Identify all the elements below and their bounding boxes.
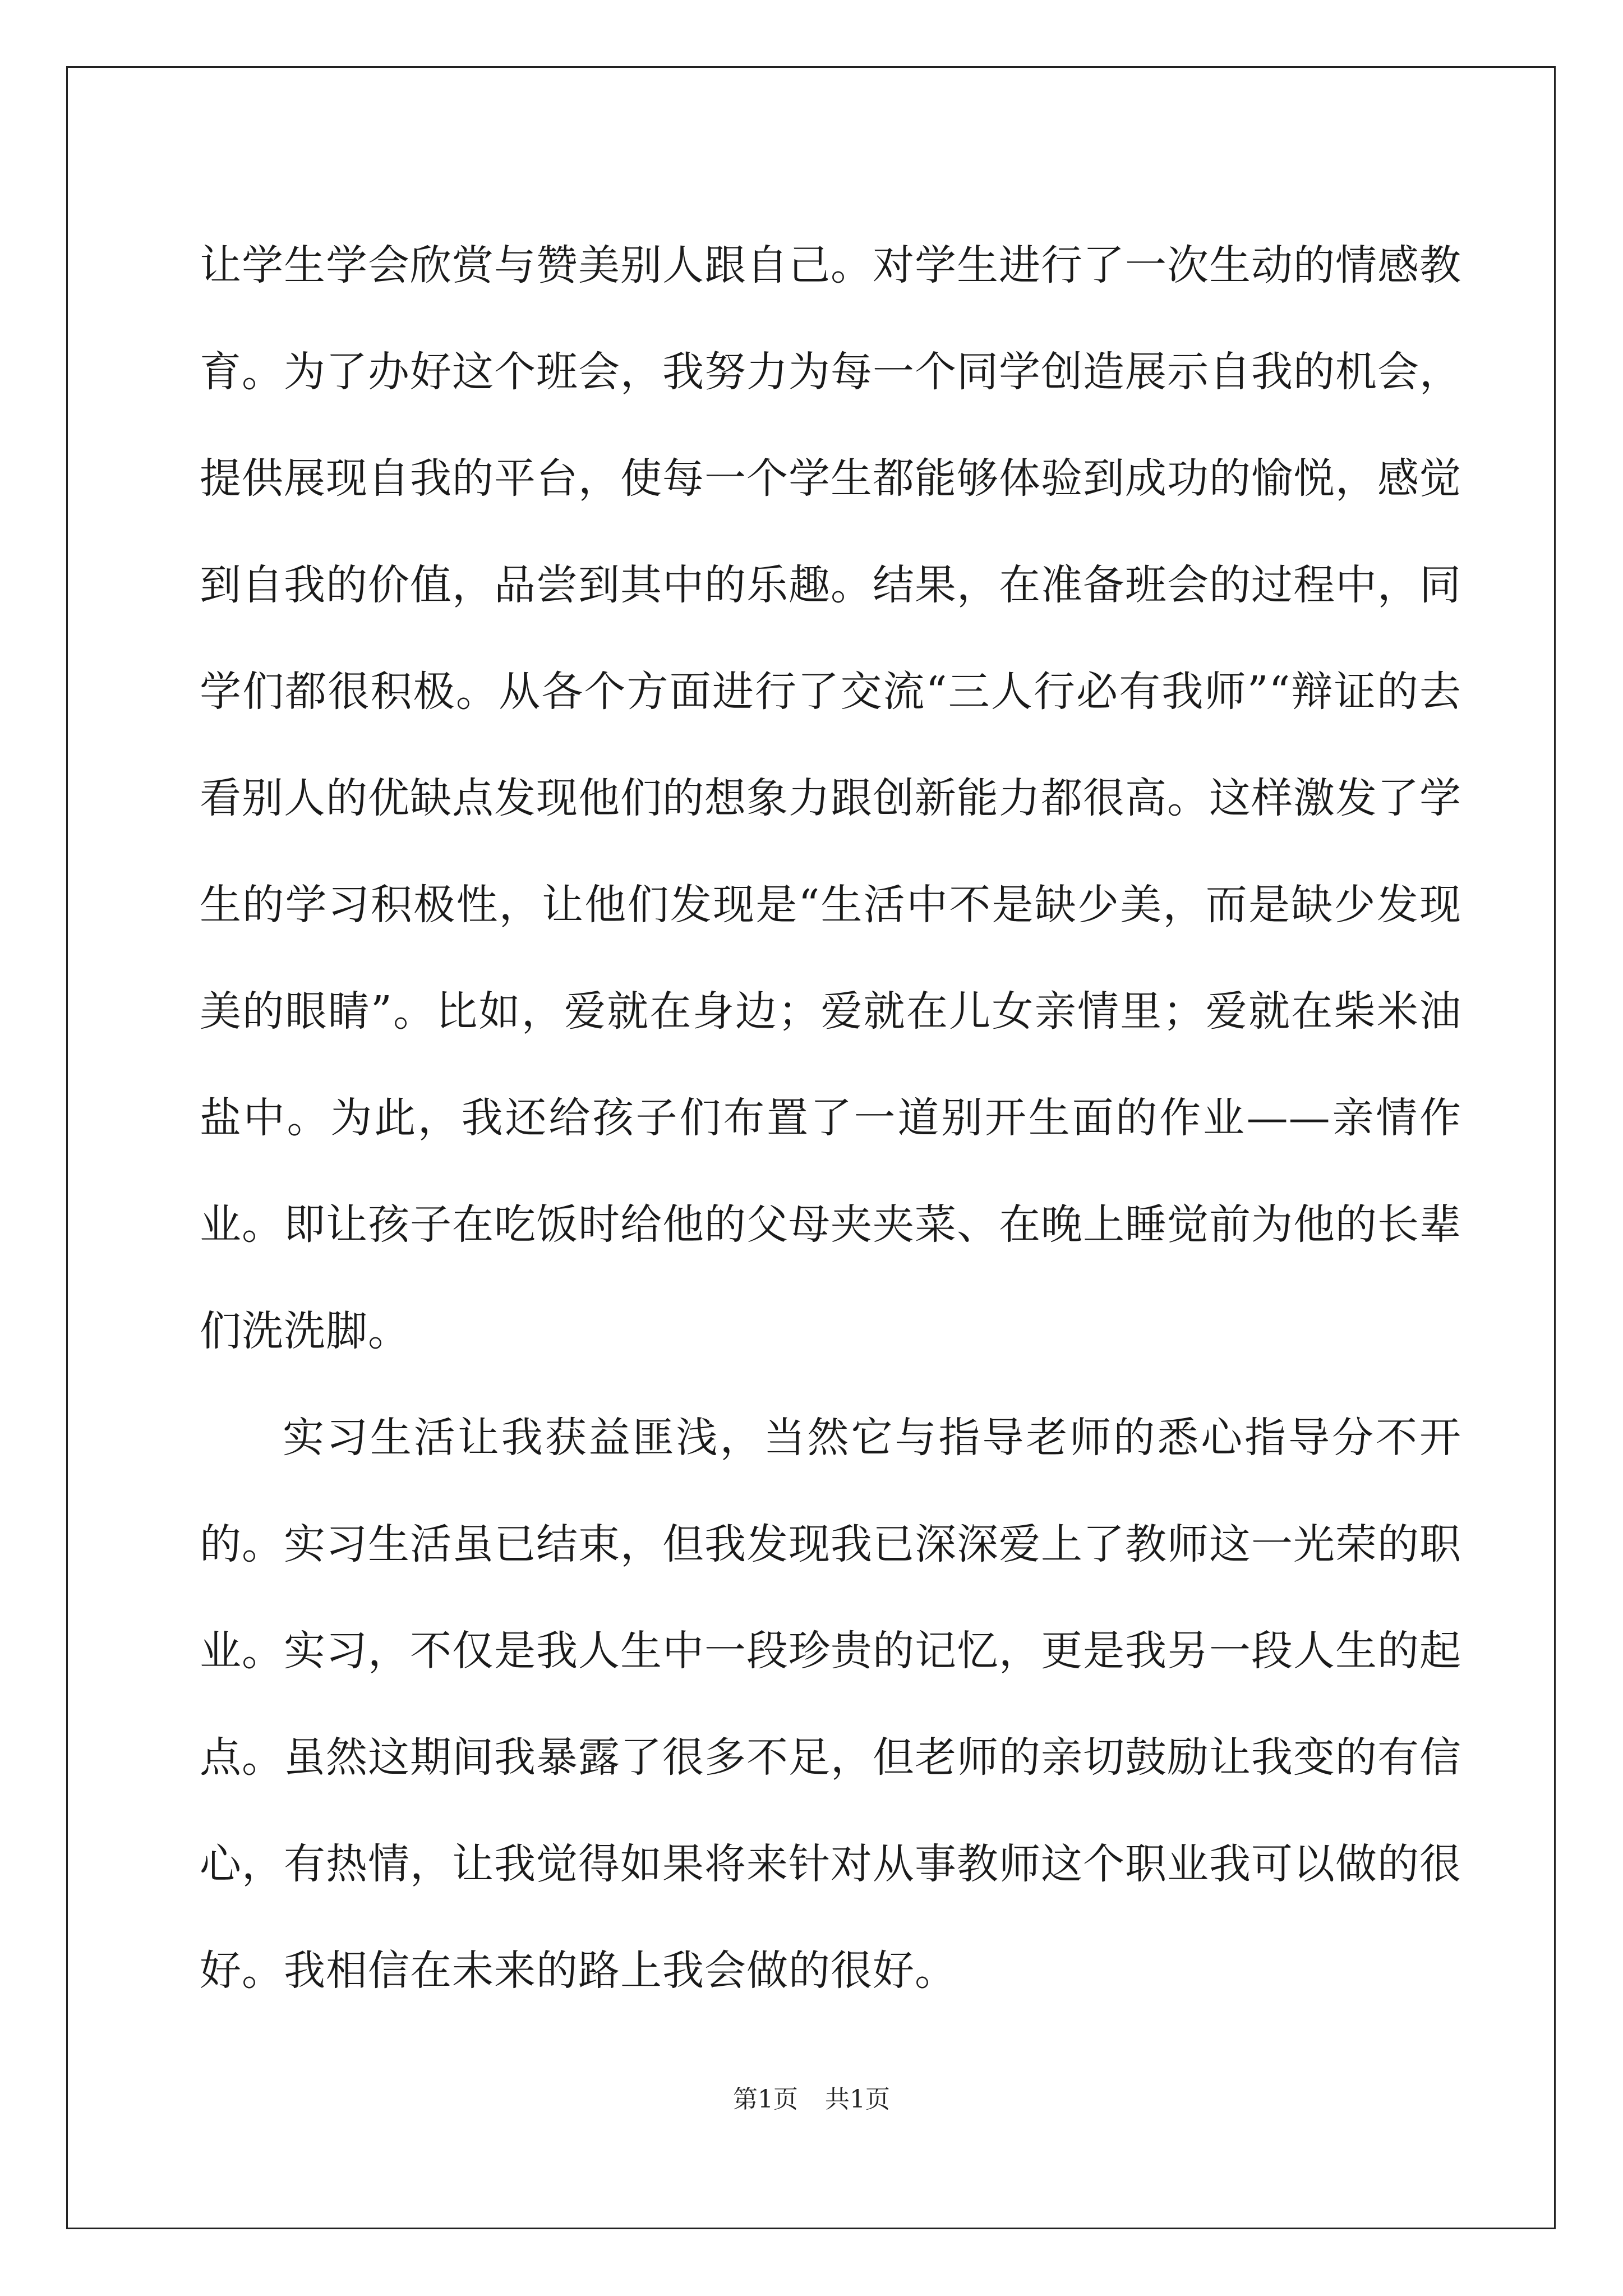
page-footer xyxy=(0,2083,1623,2116)
page-number-total: 共1页 xyxy=(825,2085,890,2114)
document-body xyxy=(200,212,1461,2024)
paragraph-1: 让学生学会欣赏与赞美别人跟自己。对学生进行了一次生动的情感教育。为了办好这个班会，我努力为每一个同学创造展示自我的机会，提供展现自我的平台，使每一个学生都能够体验到成功的愉悦，感觉到自我的价值，品尝到其中的乐趣。结果，在准备班会的过程中，同学们都很积极。从各个方面进行了交流“三人行必有我师”“辩证的去看别人的优缺点发现他们的想象力跟创新能力都很高。这样激发了学生的学习积极性，让他们发现是“生活中不是缺少美，而是缺少发现美的眼睛”。比如，爱就在身边；爱就在儿女亲情里；爱就在柴米油盐中。为此，我还给孩子们布置了一道别开生面的作业——亲情作业。即让孩子在吃饭时给他的父母夹夹菜、在晚上睡觉前为他的长辈们洗洗脚。 xyxy=(200,241,1461,1355)
paragraph-2: 实习生活让我获益匪浅，当然它与指导老师的悉心指导分不开的。实习生活虽已结束，但我发现我已深深爱上了教师这一光荣的职业。实习，不仅是我人生中一段珍贵的记忆，更是我另一段人生的起点。虽然这期间我暴露了很多不足，但老师的亲切鼓励让我变的有信心，有热情，让我觉得如果将来针对从事教师这个职业我可以做的很好。我相信在未来的路上我会做的很好。 xyxy=(200,1414,1461,1995)
page-number-current: 第1页 xyxy=(733,2085,798,2114)
